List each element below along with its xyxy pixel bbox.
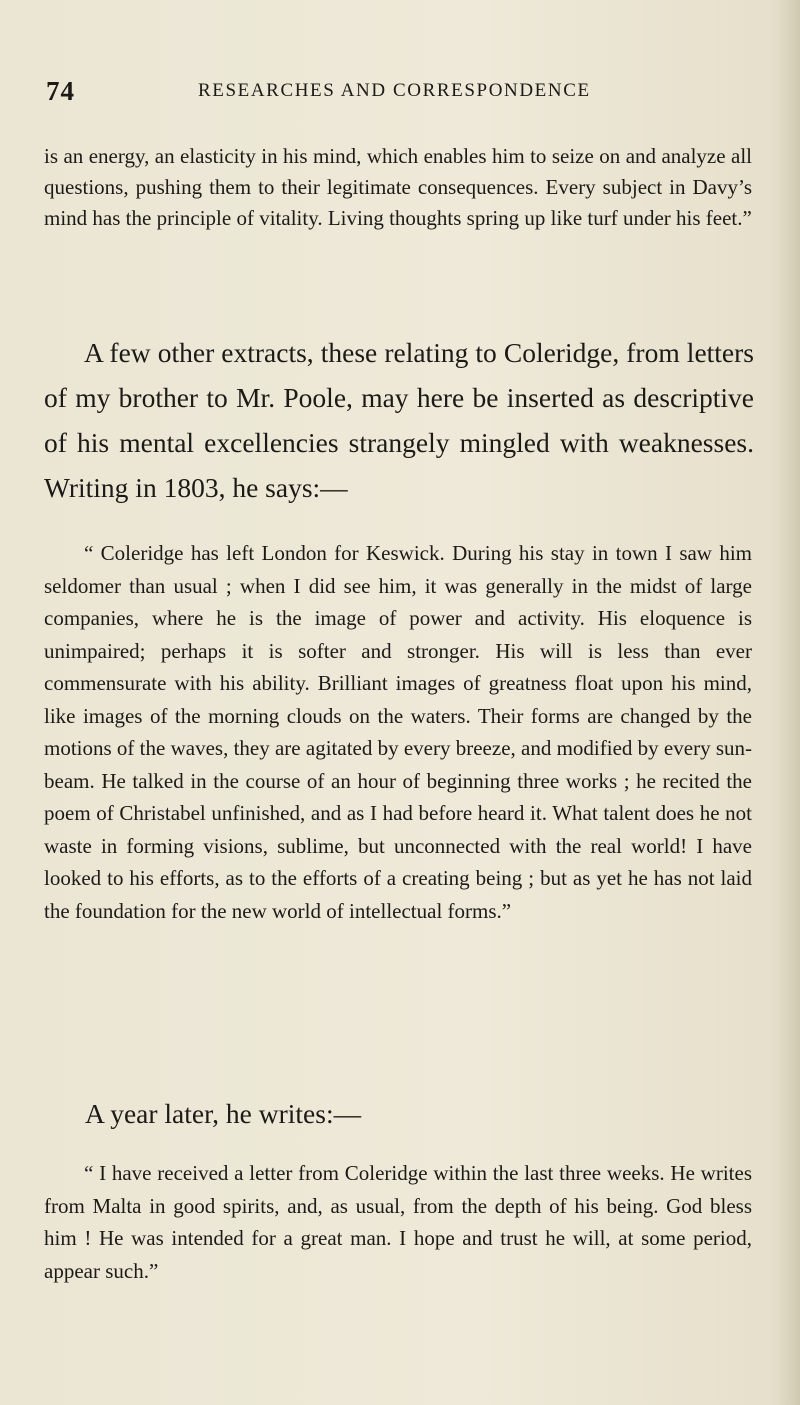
paragraph-year-later: A year later, he writes:— <box>85 1098 362 1129</box>
paragraph-coleridge-letter-malta: “ I have received a letter from Coleridge within the last three weeks. He writes from Malta in good spirits, and, as usual, from the depth of his being. God bless him ! He was intended for a great man. I hope and trust he will, at some period, appear such.” <box>44 1161 752 1283</box>
page-header <box>46 76 756 116</box>
page-number: 74 <box>46 76 75 106</box>
paragraph-davy-continuation: is an energy, an elasticity in his mind, which enables him to seize on and analyze all questions, pushing them to their legitimate consequences. Every subject in Davy’s mind has the principle of vitality. Living thoughts spring up like turf under his feet.” <box>44 144 752 230</box>
running-head: RESEARCHES AND CORRESPONDENCE <box>198 80 591 101</box>
page-edge-shadow <box>778 0 800 1405</box>
paragraph-coleridge-intro: A few other extracts, these relating to Coleridge, from letters of my brother to Mr. Poole, may here be inserted as descriptive of his mental excellencies strangely mingled with weaknesses. Writing in 1803, he says:— <box>44 337 754 503</box>
paragraph-coleridge-letter-1803: “ Coleridge has left London for Keswick. During his stay in town I saw him seldomer than usual ; when I did see him, it was generally in the midst of large companies, where he is the image of power and activity. His eloquence is unimpaired; perhaps it is softer and stronger. His will is less than ever commensurate with his ability. Brilliant images of greatness float upon his mind, like images of the morning clouds on the waters. Their forms are changed by the motions of the waves, they are agitated by every breeze, and modified by every sun-beam. He talked in the course of an hour of beginning three works ; he recited the poem of Christabel unfinished, and as I had before heard it. What talent does he not waste in forming visions, sublime, but unconnected with the real world! I have looked to his efforts, as to the efforts of a creating being ; but as yet he has not laid the foundation for the new world of intellectual forms.” <box>44 541 752 923</box>
